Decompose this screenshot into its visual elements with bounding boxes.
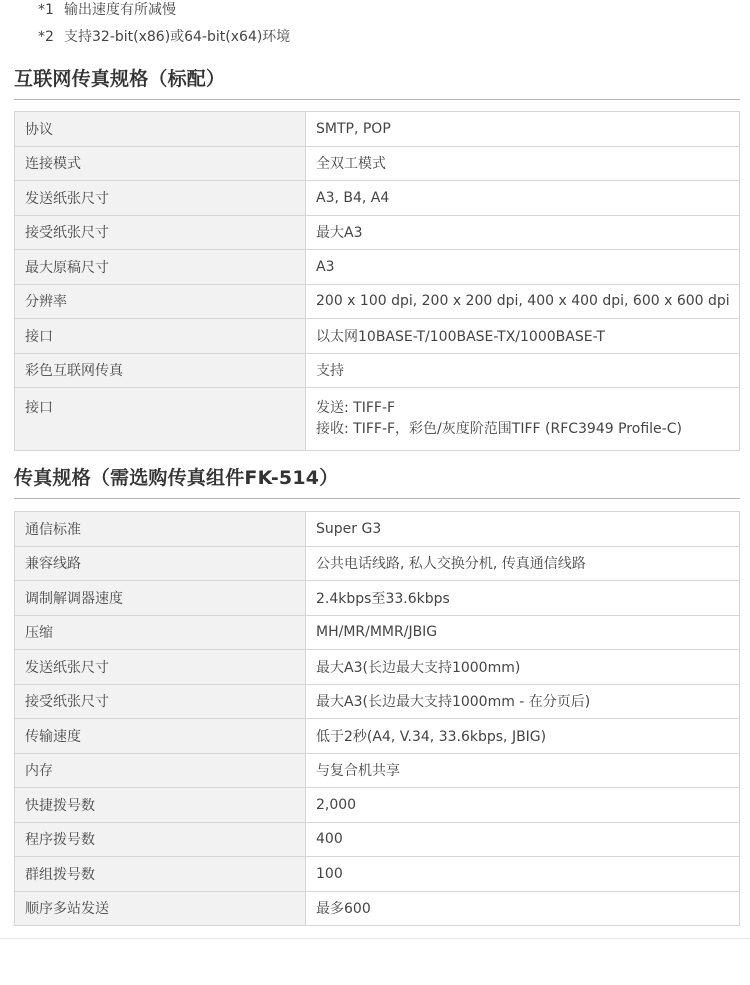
spec-value: 最大A3(长边最大支持1000mm - 在分页后) <box>306 684 740 719</box>
spec-value: 以太网10BASE-T/100BASE-TX/1000BASE-T <box>306 319 740 354</box>
spec-label: 内存 <box>15 753 306 788</box>
spec-label: 分辨率 <box>15 284 306 319</box>
fax-spec-table <box>14 511 740 926</box>
table-row <box>15 650 740 685</box>
table-row <box>15 215 740 250</box>
spec-value: 最多600 <box>306 891 740 926</box>
table-row <box>15 581 740 616</box>
table-row <box>15 388 740 451</box>
spec-value: 与复合机共享 <box>306 753 740 788</box>
footnotes <box>38 0 290 51</box>
spec-value: 低于2秒(A4, V.34, 33.6kbps, JBIG) <box>306 719 740 754</box>
table-row <box>15 822 740 857</box>
section-title-internet-fax: 互联网传真规格（标配） <box>14 64 740 100</box>
table-row <box>15 353 740 388</box>
spec-value: 公共电话线路, 私人交换分机, 传真通信线路 <box>306 546 740 581</box>
table-row <box>15 615 740 650</box>
spec-label: 顺序多站发送 <box>15 891 306 926</box>
footnote-text: 支持32-bit(x86)或64-bit(x64)环境 <box>64 29 291 45</box>
spec-label: 接受纸张尺寸 <box>15 215 306 250</box>
footnote-2 <box>38 24 290 51</box>
table-row <box>15 319 740 354</box>
spec-label: 连接模式 <box>15 146 306 181</box>
spec-label: 协议 <box>15 112 306 147</box>
table-row <box>15 112 740 147</box>
spec-value: SMTP, POP <box>306 112 740 147</box>
spec-value: 2.4kbps至33.6kbps <box>306 581 740 616</box>
spec-label: 发送纸张尺寸 <box>15 181 306 216</box>
spec-value-line: 接收: TIFF-F，彩色/灰度阶范围TIFF (RFC3949 Profile-C) <box>316 421 682 437</box>
spec-value: 全双工模式 <box>306 146 740 181</box>
spec-label: 兼容线路 <box>15 546 306 581</box>
table-row <box>15 753 740 788</box>
table-row <box>15 684 740 719</box>
spec-value <box>306 388 740 451</box>
footnote-mark: *2 <box>38 29 54 45</box>
spec-value: 最大A3(长边最大支持1000mm) <box>306 650 740 685</box>
spec-value: 支持 <box>306 353 740 388</box>
spec-label: 最大原稿尺寸 <box>15 250 306 285</box>
spec-value: 100 <box>306 857 740 892</box>
section-title-fax: 传真规格（需选购传真组件FK-514） <box>14 463 740 499</box>
spec-label: 发送纸张尺寸 <box>15 650 306 685</box>
spec-value: 2,000 <box>306 788 740 823</box>
table-row <box>15 719 740 754</box>
spec-label: 彩色互联网传真 <box>15 353 306 388</box>
spec-value: A3 <box>306 250 740 285</box>
footnote-text: 输出速度有所减慢 <box>64 2 176 18</box>
spec-label: 压缩 <box>15 615 306 650</box>
spec-label: 程序拨号数 <box>15 822 306 857</box>
spec-label: 调制解调器速度 <box>15 581 306 616</box>
table-row <box>15 788 740 823</box>
table-row <box>15 181 740 216</box>
spec-label: 快捷拨号数 <box>15 788 306 823</box>
spec-value-line: 发送: TIFF-F <box>316 400 396 416</box>
internet-fax-spec-table <box>14 111 740 451</box>
spec-label: 接口 <box>15 388 306 451</box>
table-row <box>15 146 740 181</box>
spec-value: A3, B4, A4 <box>306 181 740 216</box>
spec-label: 群组拨号数 <box>15 857 306 892</box>
table-row <box>15 512 740 547</box>
table-row <box>15 546 740 581</box>
spec-value: 400 <box>306 822 740 857</box>
spec-label: 通信标准 <box>15 512 306 547</box>
footnote-1 <box>38 0 290 24</box>
footnote-mark: *1 <box>38 2 54 18</box>
spec-label: 接口 <box>15 319 306 354</box>
table-row <box>15 857 740 892</box>
table-row <box>15 891 740 926</box>
spec-value: MH/MR/MMR/JBIG <box>306 615 740 650</box>
spec-label: 接受纸张尺寸 <box>15 684 306 719</box>
spec-value: 最大A3 <box>306 215 740 250</box>
spec-value: 200 x 100 dpi, 200 x 200 dpi, 400 x 400 dpi, 600 x 600 dpi <box>306 284 740 319</box>
table-row <box>15 250 740 285</box>
spec-value: Super G3 <box>306 512 740 547</box>
table-row <box>15 284 740 319</box>
spec-label: 传输速度 <box>15 719 306 754</box>
